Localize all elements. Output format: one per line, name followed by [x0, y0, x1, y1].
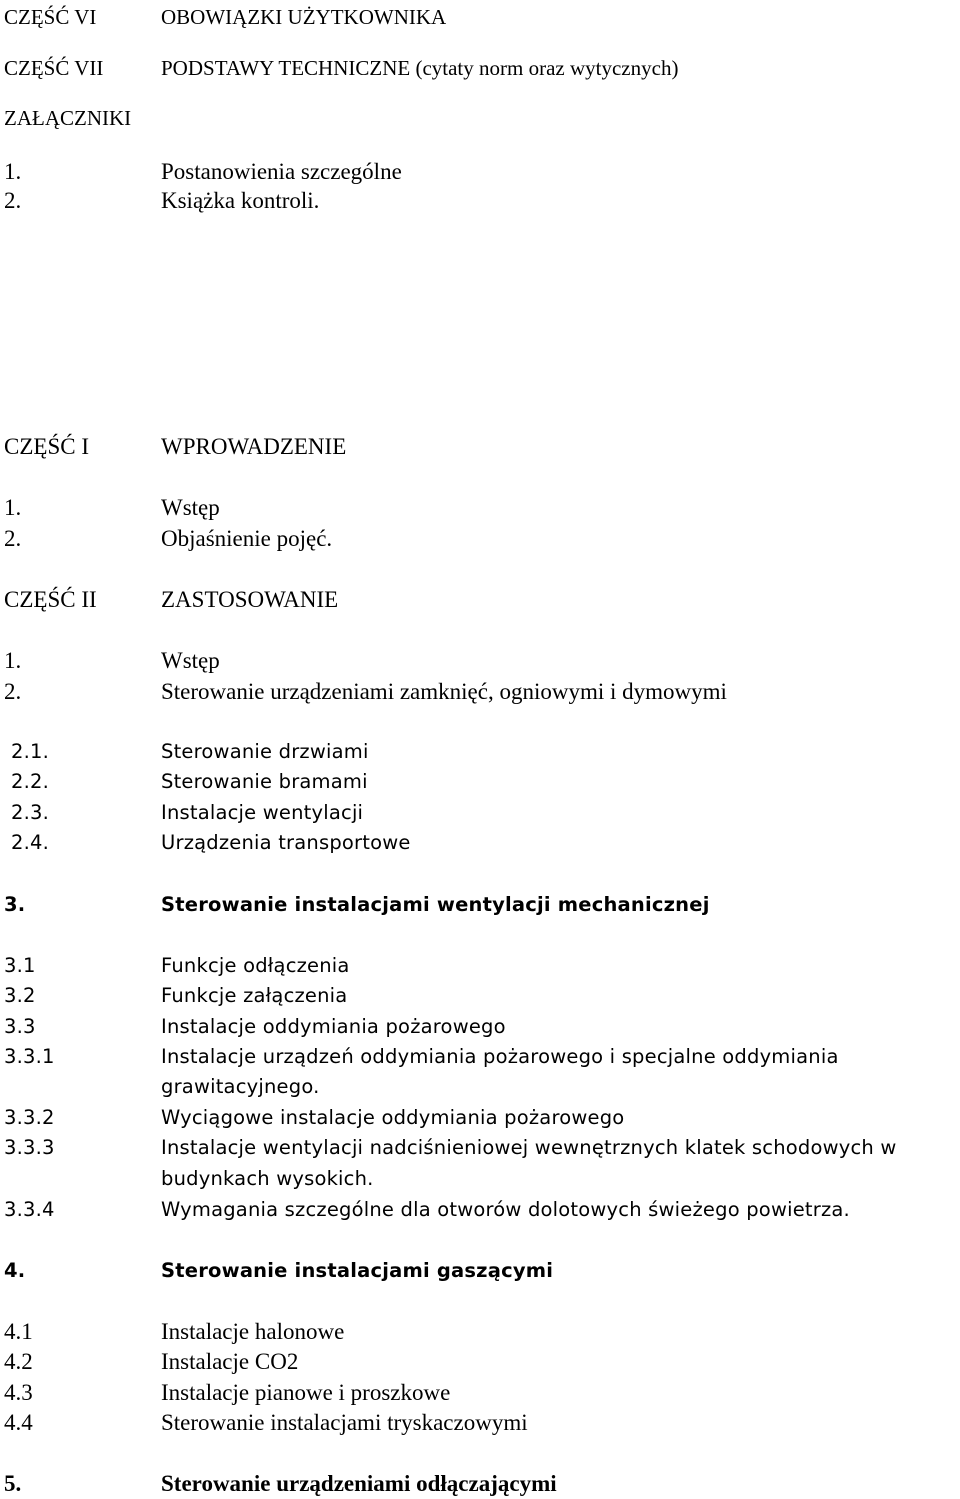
part-title: WPROWADZENIE — [161, 434, 347, 459]
part-title: OBOWIĄZKI UŻYTKOWNIKA — [161, 5, 447, 29]
item-title: Instalacje halonowe — [161, 1319, 345, 1344]
item-number: 3.3.2 — [4, 1106, 55, 1129]
part-number: CZĘŚĆ II — [4, 587, 97, 612]
item-title: Instalacje urządzeń oddymiania pożarowego i specjalne oddymiania — [161, 1045, 839, 1068]
item-number: 3.2 — [4, 984, 36, 1007]
item-number: 2. — [4, 679, 22, 704]
item-title: Wymagania szczególne dla otworów dolotowych świeżego powietrza. — [161, 1198, 850, 1221]
item-title: Wstęp — [161, 495, 220, 520]
part-title: PODSTAWY TECHNICZNE (cytaty norm oraz wytycznych) — [161, 56, 679, 80]
item-number: 4.3 — [4, 1380, 33, 1405]
item-number: 4.2 — [4, 1349, 33, 1374]
section-number: 4. — [4, 1259, 26, 1282]
item-number: 3.3 — [4, 1015, 36, 1038]
item-title: Postanowienia szczególne — [161, 159, 402, 184]
annex-heading: ZAŁĄCZNIKI — [4, 106, 132, 130]
item-number: 1. — [4, 495, 22, 520]
item-number: 4.1 — [4, 1319, 33, 1344]
item-number: 3.3.4 — [4, 1198, 55, 1221]
item-title-continuation: grawitacyjnego. — [161, 1075, 320, 1098]
item-title: Instalacje oddymiania pożarowego — [161, 1015, 506, 1038]
item-number: 1. — [4, 648, 22, 673]
item-title: Instalacje pianowe i proszkowe — [161, 1380, 451, 1405]
item-title: Wyciągowe instalacje oddymiania pożarowego — [161, 1106, 625, 1129]
section-title: Sterowanie instalacjami gaszącymi — [161, 1259, 554, 1282]
item-title: Objaśnienie pojęć. — [161, 526, 333, 551]
part-number: CZĘŚĆ VI — [4, 5, 97, 29]
part-title: ZASTOSOWANIE — [161, 587, 339, 612]
item-title: Wstęp — [161, 648, 220, 673]
item-number: 2.2. — [11, 770, 50, 793]
section-number: 5. — [4, 1471, 22, 1496]
toc-row — [0, 1044, 960, 1100]
item-title: Urządzenia transportowe — [161, 831, 411, 854]
item-title: Sterowanie instalacjami tryskaczowymi — [161, 1410, 528, 1435]
section-title: Sterowanie urządzeniami odłączającymi — [161, 1471, 557, 1496]
section-title: Sterowanie instalacjami wentylacji mechanicznej — [161, 893, 710, 916]
item-title: Funkcje załączenia — [161, 984, 348, 1007]
item-title-continuation: budynkach wysokich. — [161, 1167, 374, 1190]
item-title: Funkcje odłączenia — [161, 954, 350, 977]
item-title: Sterowanie drzwiami — [161, 740, 369, 763]
item-number: 4.4 — [4, 1410, 33, 1435]
item-title: Sterowanie urządzeniami zamknięć, ogniowymi i dymowymi — [161, 679, 727, 704]
part-number: CZĘŚĆ VII — [4, 56, 104, 80]
item-number: 3.1 — [4, 954, 36, 977]
item-title: Instalacje wentylacji — [161, 801, 364, 824]
item-number: 2.4. — [11, 831, 50, 854]
item-title: Sterowanie bramami — [161, 770, 368, 793]
item-number: 3.3.1 — [4, 1045, 55, 1068]
part-number: CZĘŚĆ I — [4, 434, 89, 459]
item-number: 2.3. — [11, 801, 50, 824]
toc-row — [0, 1135, 960, 1191]
item-title: Instalacje CO2 — [161, 1349, 299, 1374]
item-number: 2. — [4, 188, 22, 213]
item-title: Instalacje wentylacji nadciśnieniowej wewnętrznych klatek schodowych w — [161, 1136, 897, 1159]
item-number: 3.3.3 — [4, 1136, 55, 1159]
item-number: 2. — [4, 526, 22, 551]
item-number: 1. — [4, 159, 22, 184]
item-title: Książka kontroli. — [161, 188, 320, 213]
item-number: 2.1. — [11, 740, 50, 763]
section-number: 3. — [4, 893, 26, 916]
